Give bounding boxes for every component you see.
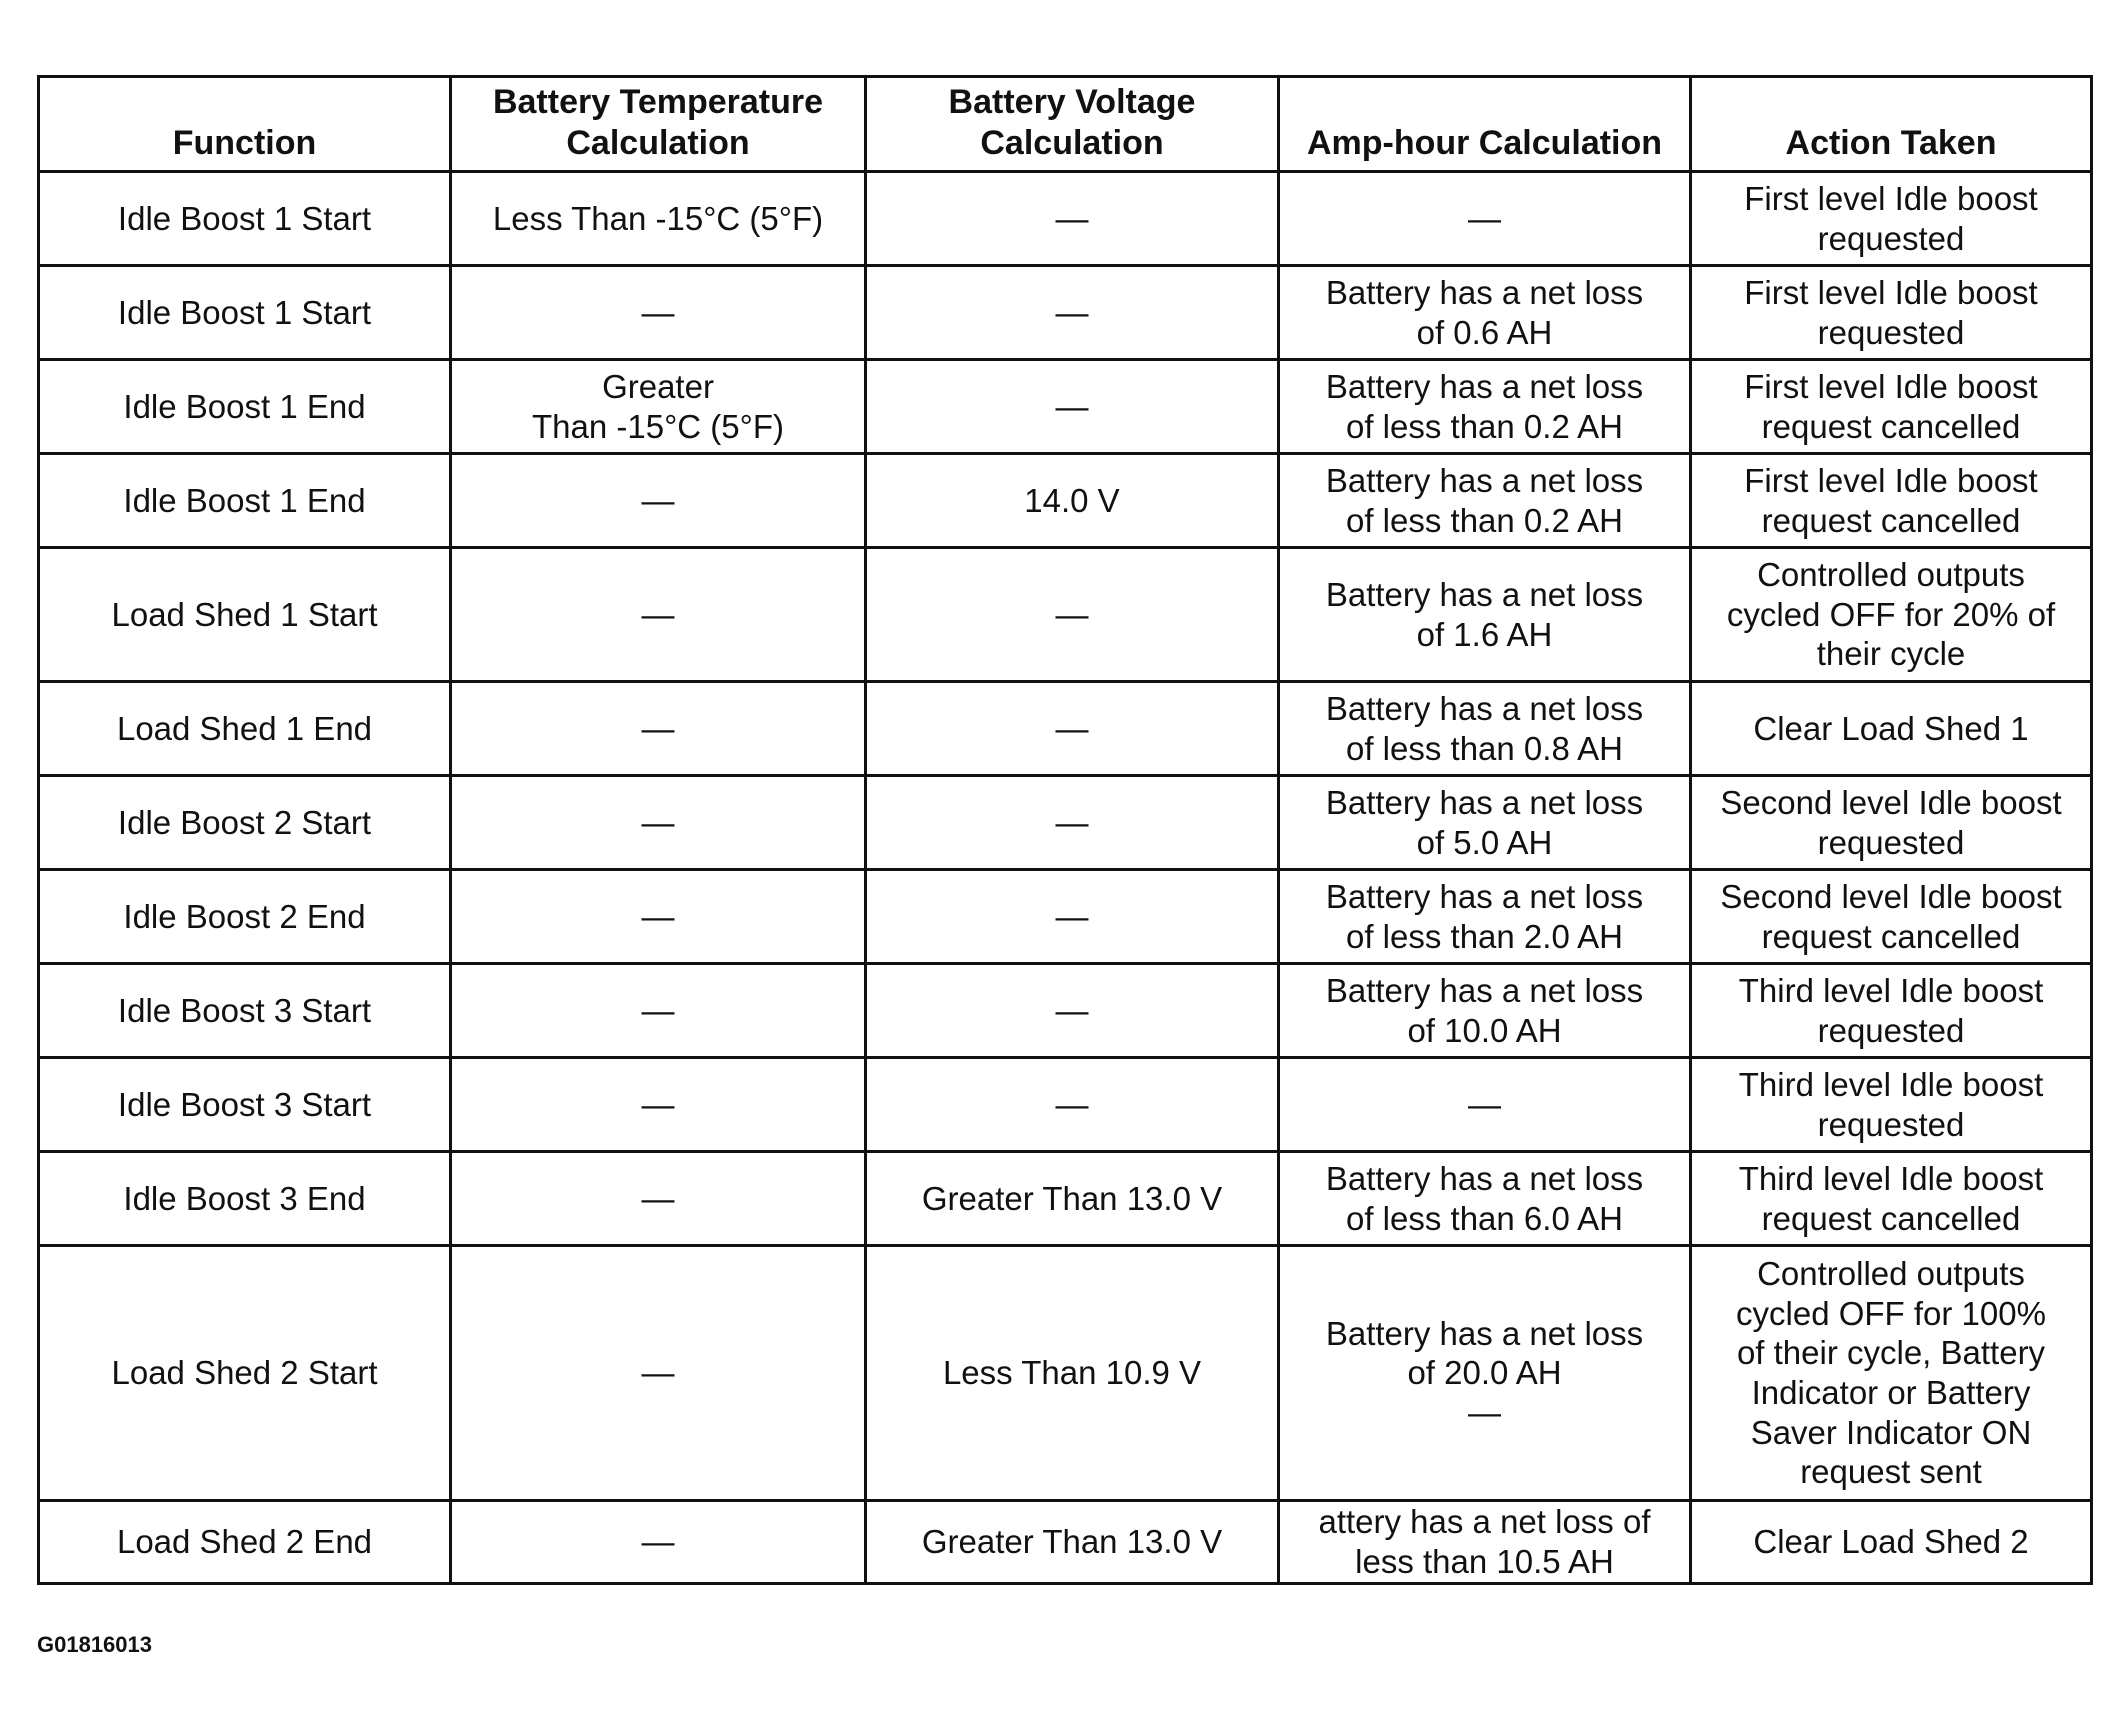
battery-temperature-cell: — (451, 548, 866, 682)
table-row (39, 172, 2092, 266)
battery-voltage-cell: — (866, 548, 1279, 682)
table-row (39, 360, 2092, 454)
amp-hour-cell: Battery has a net loss of less than 0.2 AH (1279, 454, 1691, 548)
action-taken-cell: Third level Idle boost requested (1691, 1058, 2092, 1152)
action-taken-cell: First level Idle boost requested (1691, 172, 2092, 266)
battery-voltage-cell: — (866, 964, 1279, 1058)
battery-temperature-cell: — (451, 1152, 866, 1246)
battery-temperature-cell: — (451, 682, 866, 776)
action-taken-cell: Clear Load Shed 2 (1691, 1501, 2092, 1584)
battery-temperature-cell: — (451, 964, 866, 1058)
header-battery-temperature: Battery Temperature Calculation (451, 77, 866, 172)
battery-temperature-cell: — (451, 1501, 866, 1584)
battery-voltage-cell: — (866, 1058, 1279, 1152)
function-cell: Idle Boost 1 Start (39, 266, 451, 360)
amp-hour-cell: — (1279, 172, 1691, 266)
action-taken-cell: Clear Load Shed 1 (1691, 682, 2092, 776)
function-cell: Idle Boost 3 End (39, 1152, 451, 1246)
function-cell: Idle Boost 2 End (39, 870, 451, 964)
battery-voltage-cell: — (866, 266, 1279, 360)
battery-temperature-cell: Less Than -15°C (5°F) (451, 172, 866, 266)
battery-temperature-cell: — (451, 776, 866, 870)
action-taken-cell: First level Idle boost requested (1691, 266, 2092, 360)
function-cell: Load Shed 1 Start (39, 548, 451, 682)
action-taken-cell: Second level Idle boost requested (1691, 776, 2092, 870)
battery-voltage-cell: — (866, 172, 1279, 266)
function-cell: Load Shed 2 Start (39, 1246, 451, 1501)
action-taken-cell: Third level Idle boost requested (1691, 964, 2092, 1058)
amp-hour-cell: Battery has a net loss of 1.6 AH (1279, 548, 1691, 682)
battery-temperature-cell: Greater Than -15°C (5°F) (451, 360, 866, 454)
battery-voltage-cell: Less Than 10.9 V (866, 1246, 1279, 1501)
battery-voltage-cell: Greater Than 13.0 V (866, 1501, 1279, 1584)
amp-hour-cell: Battery has a net loss of less than 0.8 AH (1279, 682, 1691, 776)
function-cell: Idle Boost 1 Start (39, 172, 451, 266)
amp-hour-cell: Battery has a net loss of 0.6 AH (1279, 266, 1691, 360)
battery-function-table (37, 75, 2093, 1585)
function-cell: Load Shed 2 End (39, 1501, 451, 1584)
battery-voltage-cell: — (866, 870, 1279, 964)
amp-hour-cell: Battery has a net loss of 20.0 AH — (1279, 1246, 1691, 1501)
table-body (39, 172, 2092, 1584)
amp-hour-cell: Battery has a net loss of 5.0 AH (1279, 776, 1691, 870)
table-row (39, 1058, 2092, 1152)
battery-temperature-cell: — (451, 1246, 866, 1501)
function-cell: Load Shed 1 End (39, 682, 451, 776)
table-row (39, 776, 2092, 870)
header-action-taken: Action Taken (1691, 77, 2092, 172)
function-cell: Idle Boost 1 End (39, 360, 451, 454)
header-battery-voltage: Battery Voltage Calculation (866, 77, 1279, 172)
battery-voltage-cell: — (866, 776, 1279, 870)
table-row (39, 870, 2092, 964)
header-amp-hour: Amp-hour Calculation (1279, 77, 1691, 172)
figure-code: G01816013 (37, 1632, 152, 1657)
amp-hour-cell: attery has a net loss of less than 10.5 AH (1279, 1501, 1691, 1584)
action-taken-cell: Controlled outputs cycled OFF for 100% of their cycle, Battery Indicator or Battery Saver Indicator ON request sent (1691, 1246, 2092, 1501)
table-row (39, 1152, 2092, 1246)
amp-hour-cell: Battery has a net loss of less than 2.0 AH (1279, 870, 1691, 964)
function-cell: Idle Boost 3 Start (39, 1058, 451, 1152)
battery-temperature-cell: — (451, 1058, 866, 1152)
battery-temperature-cell: — (451, 266, 866, 360)
table-row (39, 964, 2092, 1058)
function-cell: Idle Boost 2 Start (39, 776, 451, 870)
table-row (39, 1246, 2092, 1501)
action-taken-cell: Third level Idle boost request cancelled (1691, 1152, 2092, 1246)
battery-voltage-cell: — (866, 682, 1279, 776)
action-taken-cell: Second level Idle boost request cancelled (1691, 870, 2092, 964)
function-cell: Idle Boost 3 Start (39, 964, 451, 1058)
table-row (39, 1501, 2092, 1584)
battery-temperature-cell: — (451, 454, 866, 548)
action-taken-cell: First level Idle boost request cancelled (1691, 360, 2092, 454)
battery-temperature-cell: — (451, 870, 866, 964)
table-row (39, 682, 2092, 776)
amp-hour-cell: Battery has a net loss of less than 6.0 AH (1279, 1152, 1691, 1246)
table-header-row (39, 77, 2092, 172)
amp-hour-cell: Battery has a net loss of less than 0.2 AH (1279, 360, 1691, 454)
amp-hour-cell: — (1279, 1058, 1691, 1152)
table-row (39, 548, 2092, 682)
action-taken-cell: Controlled outputs cycled OFF for 20% of their cycle (1691, 548, 2092, 682)
table-row (39, 266, 2092, 360)
battery-voltage-cell: 14.0 V (866, 454, 1279, 548)
amp-hour-cell: Battery has a net loss of 10.0 AH (1279, 964, 1691, 1058)
function-cell: Idle Boost 1 End (39, 454, 451, 548)
battery-voltage-cell: Greater Than 13.0 V (866, 1152, 1279, 1246)
battery-voltage-cell: — (866, 360, 1279, 454)
table-row (39, 454, 2092, 548)
action-taken-cell: First level Idle boost request cancelled (1691, 454, 2092, 548)
header-function: Function (39, 77, 451, 172)
